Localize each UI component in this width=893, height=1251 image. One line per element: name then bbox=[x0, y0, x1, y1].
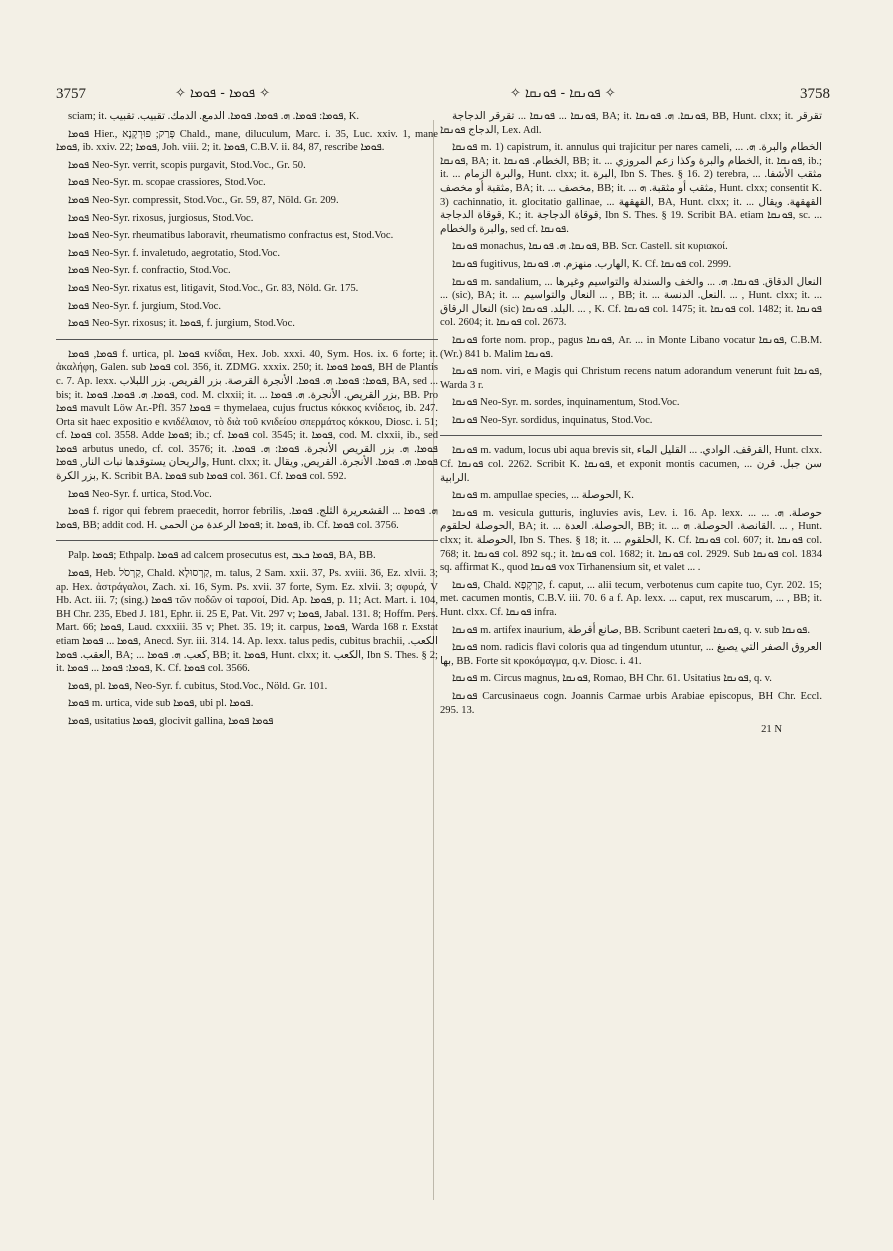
entry: ܦܘܡܐ Neo-Syr. rheumatibus laboravit, rheumatismo confractus est, Stod.Voc. bbox=[68, 230, 394, 242]
entry: ܦܘܢܩܐ Carcusinaeus cogn. Joannis Carmae urbis Arabiae episcopus, BH Chr. Eccl. 295. 13. bbox=[440, 690, 822, 716]
entry: ܦܘܢܩܐ m. vesicula gutturis, ingluvies avis, Lev. i. 16. Ap. lexx. ... حوصلة. ܗ. ... الحوصلة لحلقوم, BA; it. ... الحوصلة. العدة, BB; it. ... القانصة. الحوصلة. ܗ. ... , Hunt. clxx; it. الحوصلة, Ibn S. Thes. § 18; it. ... الحلقوم, K. Cf. ܦܘܢܩܐ col. 607; it. ܦܘܢܩܐ col. 768; it. ܦܘܢܩܐ col. 892 sq.; it. ܦܘܢܩܐ col. 1682; it. ܦܘܢܩܐ col. 2929. Sub ܦܘܢܩܐ col. 1834 sq. affirmat K., quod ܦܘܢܩܐ vox Tirhanensium sit, et valet ... . bbox=[440, 507, 823, 574]
entry: ܦܘܢܩܐ Neo-Syr. m. sordes, inquinamentum, Stod.Voc. bbox=[452, 397, 680, 409]
entry: ܦܘܢܩܐ Neo-Syr. sordidus, inquinatus, Stod.Voc. bbox=[452, 414, 653, 426]
entry: ܦܘܡܐ Neo-Syr. m. scopae crassiores, Stod.Voc. bbox=[68, 177, 266, 189]
entry: ܦܘܡܐ, Heb. קַרְסֹל, Chald. קַרְסוּלָא, m. talus, 2 Sam. xxii. 37, Ps. xviii. 36, Ez. xlvii. 3; ap. Hex. ἀστράγαλοι, Zach. xi. 16, Sym. Ps. xvii. 37 forte, Sym. Ez. xlvii. 3; σφυρά, V Hb. Act. iii. 7; (sing.) ܦܘܡܐ τῶν ποδῶν οἱ ταρσοί, Did. Ap. ܦܘܡܐ, p. 11; Act. Mart. i. 104, BH Chr. 235, Ebed J. 181, Ephr. ii. 25 E, Pat. Vit. 297 v; ܦܘܡܐ, Jabal. 131. 8; Hoffm. Pers. Mart. 66; ܦܘܡܐ, Laud. cxxxiii. 35 v; Phet. 35. 19; it. carpus, ܦܘܡܐ, Warda 168 r. Exstat etiam ܦܘܡܐ ... ܦܘܡܐ, Anecd. Syr. iii. 314. 14. Ap. lexx. talus pedis, cubitus brachii, الكعب. العقب. ܦܘܡܐ, BA; ... كعب. ܗ. ܦܘܡܐ, BB; it. ܦܘܡܐ, Hunt. clxx; it. الكعب, Ibn S. Thes. § 2; it. ܦܘܡܐ: ܦܘܡܐ ... ܦܘܡܐ, K. Cf. ܦܘܡܐ col. 3566. bbox=[56, 568, 438, 675]
entry: ܦܘܢܩܐ m. artifex inaurium, صانع أقرطة, BB. Scribunt caeteri ܦܘܢܩܐ, q. v. sub ܦܘܢܩܐ. bbox=[452, 624, 811, 636]
left-running-head: ✧ ܦܘܡܐ - ܦܘܡܐ ✧ bbox=[175, 86, 271, 101]
entry: ܦܘܡܐ Neo-Syr. f. jurgium, Stod.Voc. bbox=[68, 300, 222, 312]
entry: ܦܘܡܐ Neo-Syr. f. urtica, Stod.Voc. bbox=[68, 488, 212, 500]
entry: ܦܘܢܩܐ forte nom. prop., pagus ܦܘܢܩܐ, Ar. ... in Monte Libano vocatur ܦܘܢܩܐ, C.B.M. (Wr.) 841 b. Malim ܦܘܢܩܐ. bbox=[440, 334, 823, 360]
right-column bbox=[440, 110, 822, 737]
entry: ܦܘܢܩܐ m. Circus magnus, ܦܘܢܩܐ, Romao, BH Chr. 61. Usitatius ܦܘܢܩܐ, q. v. bbox=[452, 673, 772, 685]
section-rule bbox=[56, 339, 438, 340]
entry: ܦܘܢܩܐ nom. radicis flavi coloris qua ad tingendum utuntur, ... العروق الصفر التي يصبغ بها, BB. Forte sit κροκόμαγμα, q.v. Diosc. i. 41. bbox=[440, 642, 822, 667]
section-rule bbox=[440, 435, 822, 436]
entry: ܦܘܡܐ Neo-Syr. f. confractio, Stod.Voc. bbox=[68, 265, 231, 277]
entry: ܦܘܢܩܐ fugitivus, الهارب. منهزم. ܗ. ܦܘܢܩܐ, K. Cf. ܦܘܢܩܐ col. 2999. bbox=[452, 258, 732, 270]
entry: Palp. ܦܘܡܐ; Ethpalp. ܦܘܡܐ ad calcem prosecutus est, ܦܘܡܐ ܟܥܒ, BA, BB. bbox=[68, 550, 376, 562]
section-rule bbox=[56, 540, 438, 541]
left-page-number: 3757 bbox=[56, 86, 86, 102]
left-column bbox=[56, 110, 438, 733]
entry: ܦܘܢܩܐ m. sandalium, ... النعال الدقاق. ܦܘܢܩܐ. ܗ. ... والخف والسندلة والتواسيم وغيرها ... (sic), BA; it. ... النعال والتواسيم ... , BB; it. ... النعل. الدنسة. ... , Hunt. clxx; it. ... النعال الرقاق (sic) البلد. ܦܘܢܩܐ. ... , K. Cf. ܦܘܢܩܐ col. 1475; it. ܦܘܢܩܐ col. 1482; it. ܦܘܢܩܐ col. 2604; it. ܦܘܢܩܐ col. 2673. bbox=[440, 276, 823, 329]
entry: ܦܘܡܐ, usitatius ܦܘܡܐ, glocivit gallina, ܦܘܡܐ ܦܘܡܐ bbox=[68, 715, 274, 727]
entry: ܦܘܡܐ Neo-Syr. rixatus est, litigavit, Stod.Voc., Gr. 83, Nöld. Gr. 175. bbox=[68, 282, 359, 294]
entry: ܦܘܢܩܐ monachus, ܦܘܢܩܐ. ܗ. ܦܘܢܩܐ, BB. Scr. Castell. sit κυριακοί. bbox=[452, 241, 728, 253]
entry: ܦܘܢܩܐ, Chald. קַרְקְפָא, f. caput, ... alii tecum, verbotenus cum capite tuo, Cyr. 202. 15; met. cacumen montis, C.B.V. iii. 70. 6 a f. Ap. lexx. ... caput, rex muscarum, ... , BB; it. Hunt. clxx. Cf. ܦܘܢܩܐ infra. bbox=[440, 579, 822, 618]
entry: ܦܘܡܐ f. rigor qui febrem praecedit, horror febrilis, ܗ. ܦܘܡܐ ... القشعريرة الثلج. ܦܘܡܐ. ܦܘܡܐ, BB; addit cod. H. ܦܘܡܐ الرعدة من الحمى; it. ܦܘܡܐ, ib. Cf. ܦܘܡܐ col. 3756. bbox=[56, 506, 439, 531]
entry: ܦܘܡܐ Hier., פְּרַק; פּוּרְקָנָא Chald., mane, diluculum, Marc. i. 35, Luc. xxiv. 1, mane ܦܘܡܐ, ib. xxiv. 22; ܦܘܡܐ, Joh. viii. 2; it. ܦܘܡܐ, C.B.V. ii. 84, 87, rescribe ܦܘܡܐ. bbox=[56, 128, 438, 154]
entry: ܦܘܡܐ Neo-Syr. f. invaletudo, aegrotatio, Stod.Voc. bbox=[68, 247, 281, 259]
entry: ܦܘܢܩܐ m. ampullae species, ... الحوصلة, K. bbox=[452, 490, 634, 502]
entry: ܦܘܡܐ Neo-Syr. rixosus; it. ܦܘܡܐ, f. jurgium, Stod.Voc. bbox=[68, 318, 295, 330]
entry: ܦܘܡܐ Neo-Syr. verrit, scopis purgavit, Stod.Voc., Gr. 50. bbox=[68, 159, 306, 171]
entry: ܦܘܢܩܐ m. vadum, locus ubi aqua brevis sit, القرقف. الوادي. ... القليل الماء, Hunt. clxx. Cf. ܦܘܢܩܐ col. 2262. Scribit K. ܦܘܢܩܐ, et exponit montis cacumen, ... سن جبل. قرن الرابية. bbox=[440, 445, 823, 484]
entry: ܦܘܡܐ, ܦܘܡܐ f. urtica, pl. ܦܘܡܐ κνίδαι, Hex. Job. xxxi. 40, Sym. Hos. ix. 6 forte; it. ἀκαλήφη, Galen. sub ܦܘܡܐ col. 356, it. ZDMG. xxxix. 250; it. ܦܘܡܐ ܦܘܡܐ, BH de Plantis c. 7. Ap. lexx. ܦܘܡܐ: ܦܘܡܐ. ܗ. ܦܘܡܐ. الأنجرة القرصة. بزر القريص. بزر اللبلاب, BA, sed ... bis; it. ܦܘܡܐ. ܗ. ܦܘܡܐ. ܦܘܡܐ, cod. M. clxxii; it. ... بزر القريص. الأنجرة. ܗ. ܦܘܡܐ, BB. Pro ܦܘܡܐ mavult Löw Ar.-Pfl. 357 ܦܘܡܐ = thymelaea, cujus fructus κόκκος κνίδειος, ib. 247. Orta sit haec expositio e κνιδέλαιον, τὸ διὰ τοῦ κνιδείου σπερμάτος κόκκου, Diosc. i. 51; cf. ܦܘܡܐ col. 3558. Adde ܦܘܡܐ; ib.; cf. ܦܘܡܐ col. 3545; it. ܦܘܡܐ, cod. M. clxxii, ib., sed ܦܘܡܐ arbutus unedo, cf. col. 3576; it. ܦܘܡܐ. ܗ. بزر القريص الأنجرة. ܦܘܡܐ: ܗ. ܦܘܡܐ. والريحان يستوقدها نبات النار, ܦܘܡܐ, Hunt. clxx; it. ܦܘܡܐ. ܗ. ܦܘܡܐ. الأنجرة. القريص, ويقال بزر الكرة, K. Scribit BA. ܦܘܡܐ sub ܦܘܡܐ col. 361. Cf. ܦܘܡܐ col. 592. bbox=[56, 348, 439, 483]
entry: ܦܘܢܩܐ ... ܦܘܢܩܐ ... تقرقر الدجاجة, BA; it. ܦܘܢܩܐ. ܗ. ܦܘܢܩܐ, BB, Hunt. clxx; it. تقرقر الدجاج ܦܘܢܩܐ, Lex. Adl. bbox=[440, 111, 823, 136]
entry: ܦܘܢܩܐ nom. viri, e Magis qui Christum recens natum adorandum venerunt fuit ܦܘܢܩܐ, Warda 3 r. bbox=[440, 366, 822, 391]
entry: sciam; it. ܦܘܡܐ: ܦܘܡܐ. ܗ. ܦܘܡܐ. ܦܘܡܐ. الدمع. الدمك. تقبيب. تقبيب, K. bbox=[68, 111, 360, 122]
entry: ܦܘܡܐ Neo-Syr. rixosus, jurgiosus, Stod.Voc. bbox=[68, 212, 254, 224]
entry: ܦܘܢܩܐ m. 1) capistrum, it. annulus qui trajicitur per nares cameli, ... الخطام والبرة. ܗ. ܦܘܢܩܐ, BA; it. الخطام. ܦܘܢܩܐ, BB; it. ... الخطام والبرة وكذا زعم المروزي, it. ܦܘܢܩܐ, ib.; it. ... والبرة الزمام, Hunt. clxx; it. البرة, Ibn S. Thes. § 16. 2) terebra, ... مثقب الأشفا. مثقبة أو مخصف, BA; it. ... مخصف, BB; it. ... مثقب أو مثقبة. ܗ, Hunt. clxx; consentit K. 3) cachinnatio, it. glocitatio gallinae, ... القهقهة, BA, Hunt. clxx; it. ... القهقهة. ويقال قوقاة الدجاجة, K.; it. قوقاة الدجاجة, Ibn S. Thes. § 19. Scribit BA. etiam ܦܘܢܩܐ, sc. ... والبرة والخطام, sed cf. ܦܘܢܩܐ. bbox=[440, 142, 823, 235]
entry: ܦܘܡܐ m. urtica, vide sub ܦܘܡܐ, ubi pl. ܦܘܡܐ. bbox=[68, 698, 254, 710]
entry: ܦܘܡܐ, pl. ܦܘܡܐ, Neo-Syr. f. cubitus, Stod.Voc., Nöld. Gr. 101. bbox=[68, 680, 328, 692]
right-page-number: 3758 bbox=[800, 86, 830, 102]
entry: ܦܘܡܐ Neo-Syr. compressit, Stod.Voc., Gr. 59, 87, Nöld. Gr. 209. bbox=[68, 194, 339, 206]
right-running-head: ✧ ܦܘܢܩܐ - ܦܘܢܩܐ ✧ bbox=[510, 86, 616, 101]
signature-mark: 21 N bbox=[761, 724, 782, 736]
